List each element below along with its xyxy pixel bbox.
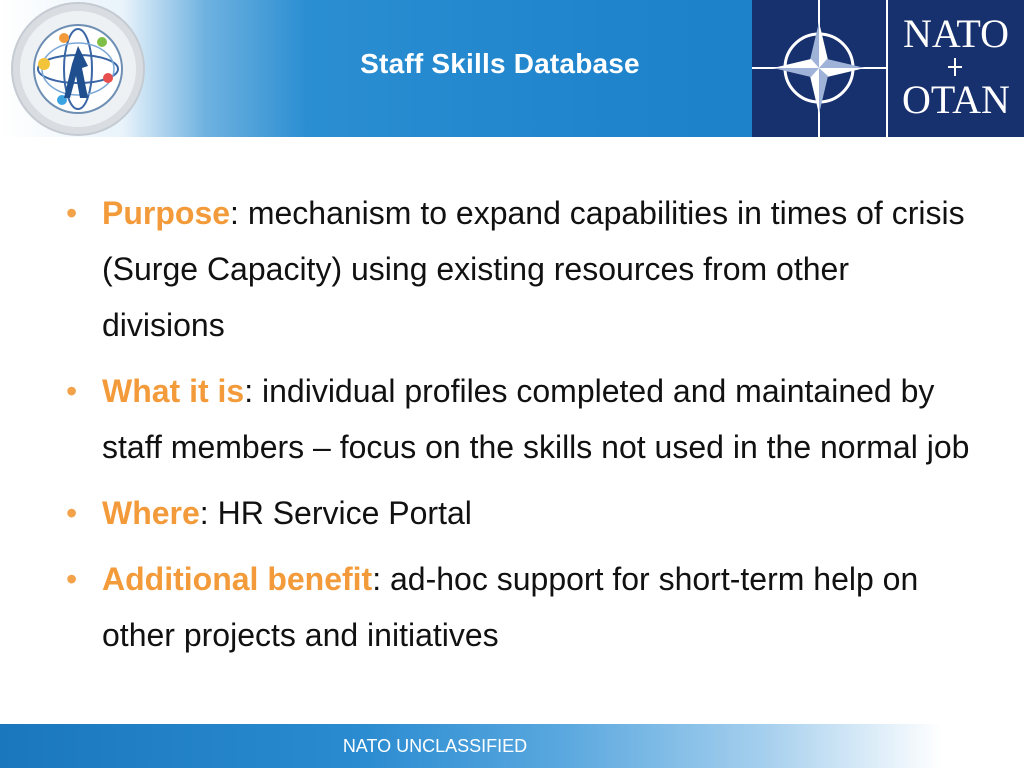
bullet-term: Where: [102, 495, 200, 531]
classification-label: NATO UNCLASSIFIED: [342, 736, 528, 756]
bullet-text: : HR Service Portal: [199, 495, 472, 531]
talent-management-logo: [4, 2, 152, 136]
bullet-icon: •: [66, 495, 78, 531]
bullet-what-it-is: [60, 363, 980, 475]
bullet-icon: •: [66, 561, 78, 597]
slide-header: [0, 0, 1024, 137]
bullet-term: What it is: [102, 373, 245, 409]
nato-separator-cross: [948, 66, 962, 68]
nato-wordmark: [888, 0, 1024, 137]
nato-word: NATO: [903, 11, 1009, 56]
bullet-icon: •: [66, 373, 78, 409]
slide-title: Staff Skills Database: [360, 48, 640, 79]
bullet-term: Additional benefit: [102, 561, 373, 597]
bullet-text: : mechanism to expand capabilities in times of crisis (Surge Capacity) using existing resources from other divisions: [102, 195, 965, 343]
nato-compass-star-icon: [752, 0, 887, 137]
bullet-list: [60, 185, 980, 673]
bullet-purpose: [60, 185, 980, 353]
bullet-where: [60, 485, 980, 541]
bullet-additional-benefit: [60, 551, 980, 663]
bullet-icon: •: [66, 195, 78, 231]
bullet-text: : individual profiles completed and maintained by staff members – focus on the skills not used in the normal job: [102, 373, 970, 465]
bullet-term: Purpose: [102, 195, 231, 231]
nato-logo: [752, 0, 1024, 137]
otan-word: OTAN: [902, 77, 1010, 122]
bullet-text: : ad-hoc support for short-term help on other projects and initiatives: [102, 561, 919, 653]
slide-footer: [0, 724, 1024, 768]
